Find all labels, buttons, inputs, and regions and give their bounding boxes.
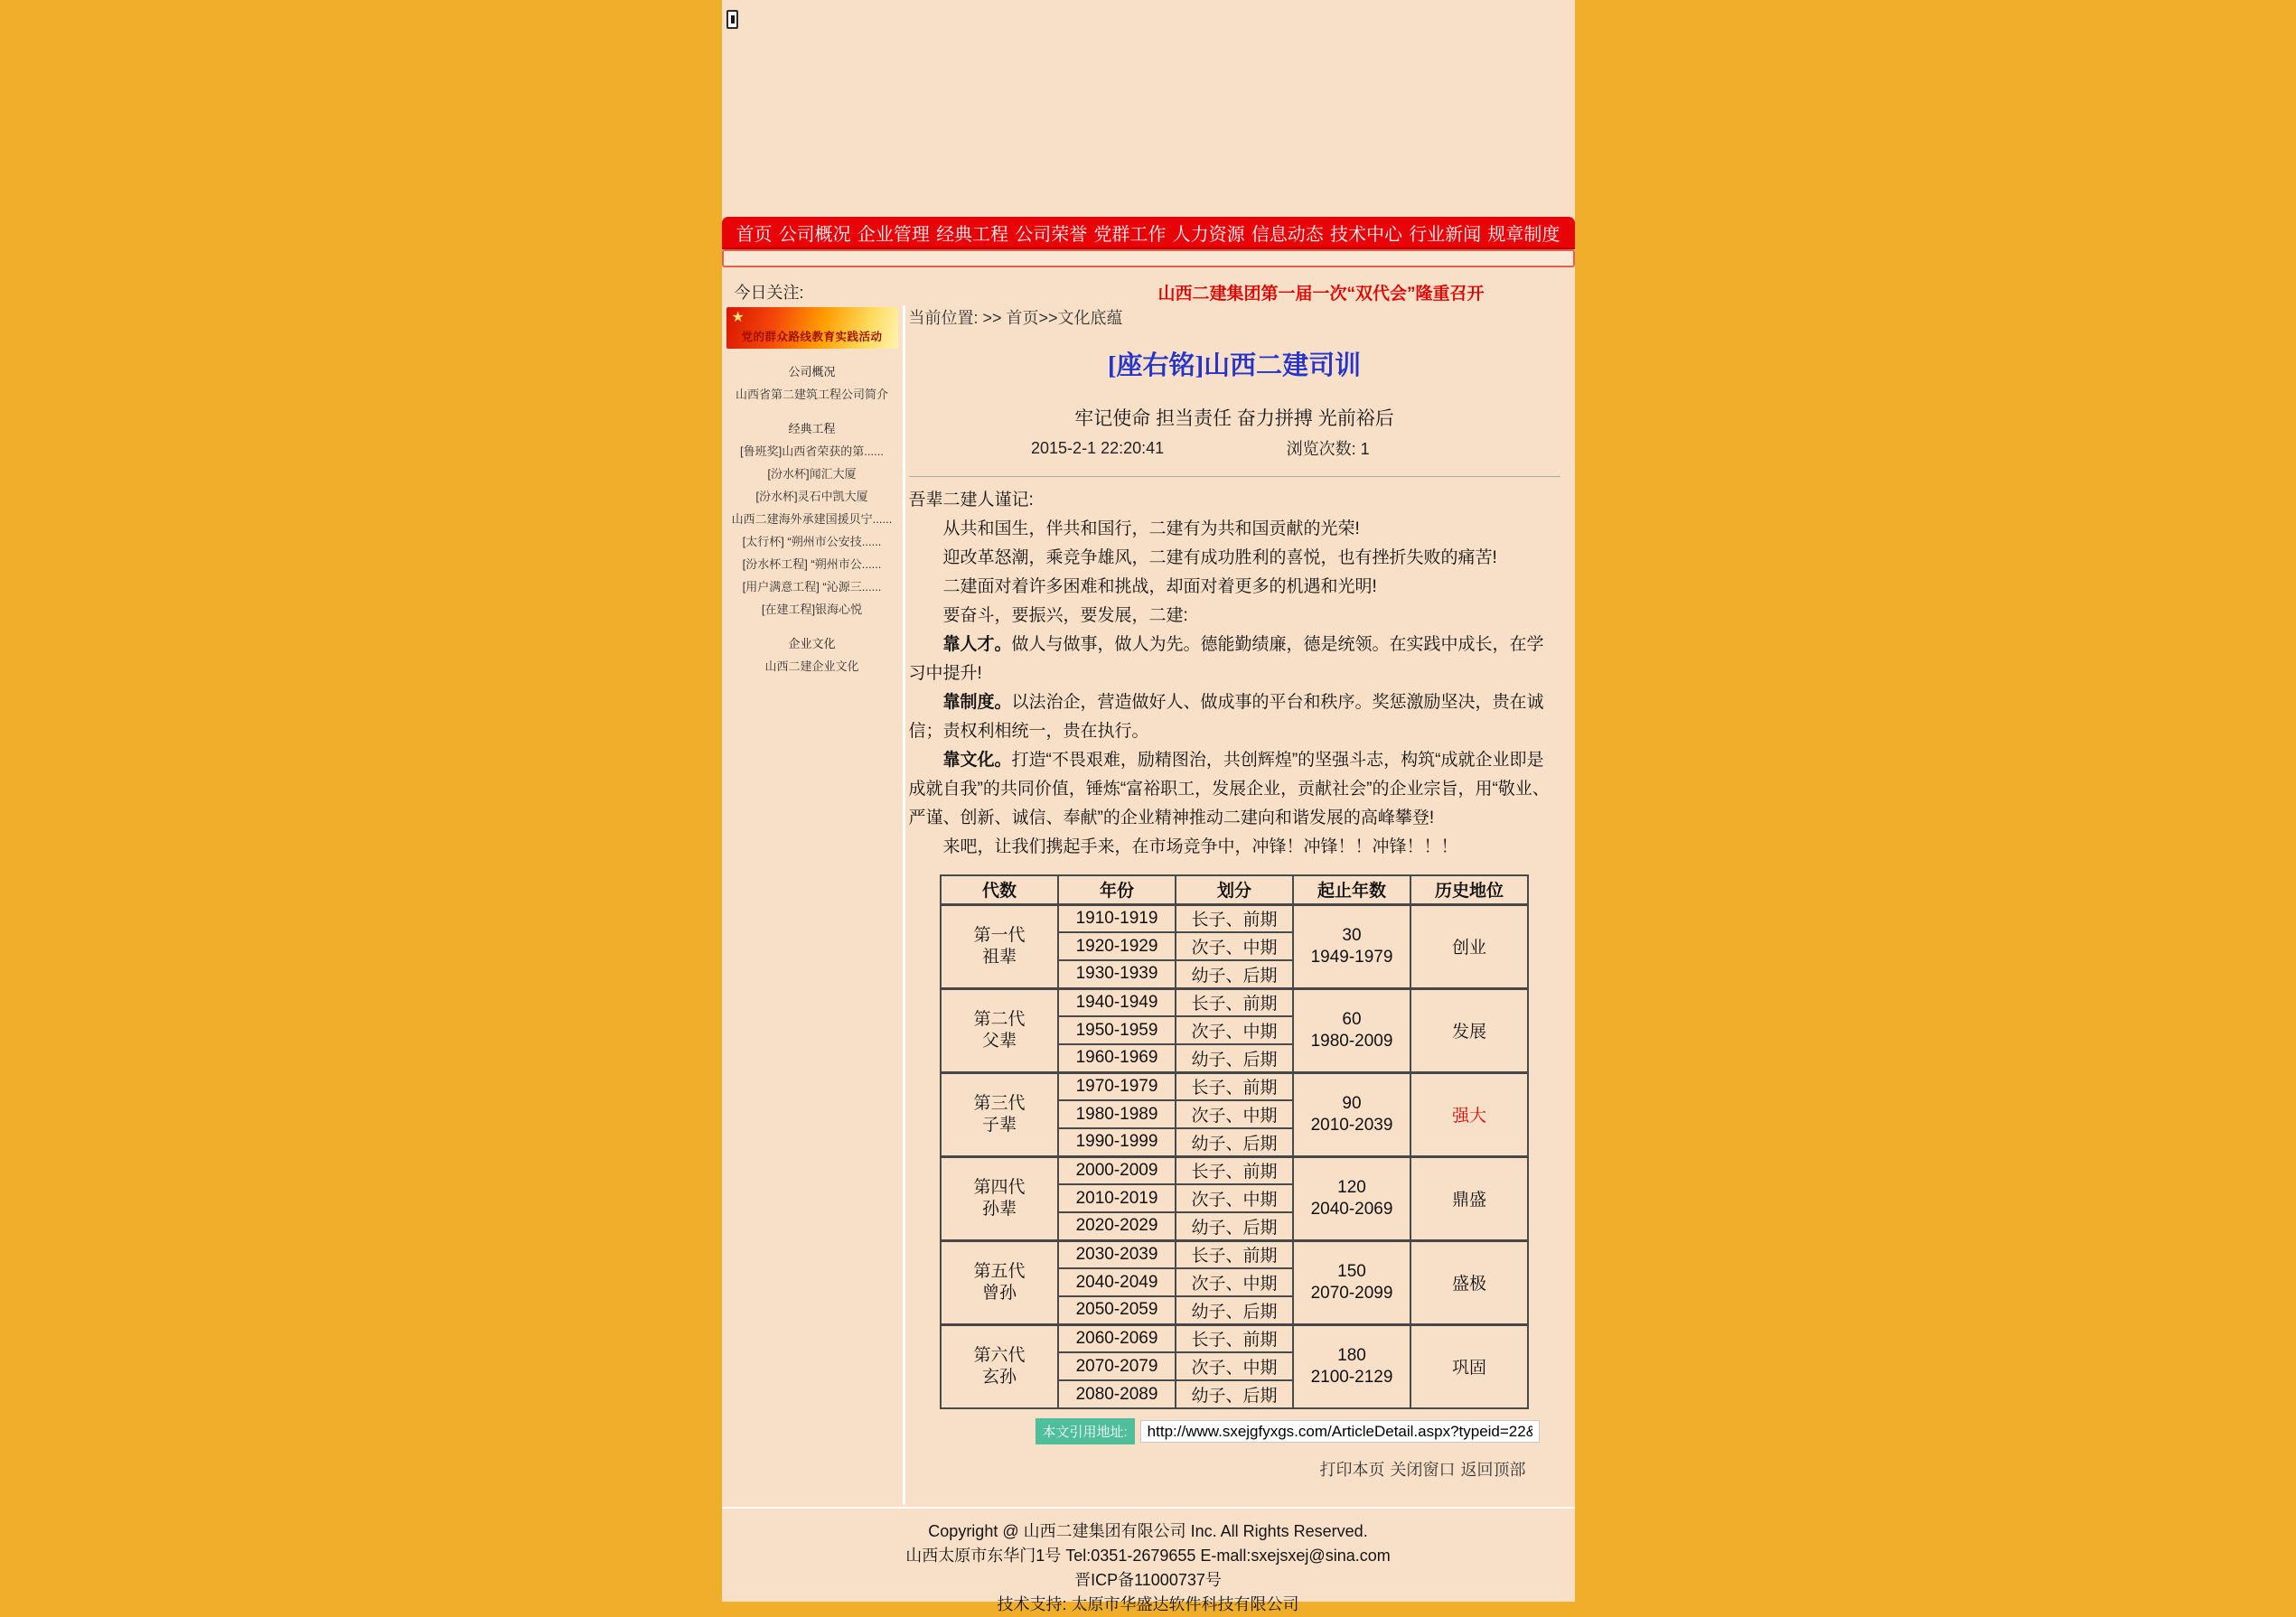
article-paragraph: 靠文化。打造“不畏艰难，励精图治，共创辉煌”的坚强斗志，构筑“成就企业即是成就自我”的共同价值，锤炼“富裕职工，发展企业，贡献社会”的企业宗旨，用“敬业、严谨、创新、诚信、奉献”的企业精神推动二建向和谐发展的高峰攀登! [908, 751, 1550, 827]
footer-line: 山西太原市东华门1号 Tel:0351-2679655 E-mall:sxejsxej@sina.com [905, 1547, 1391, 1565]
sidebar-link[interactable]: [鲁班奖]山西省荣获的第...... [740, 444, 884, 458]
sidebar-link[interactable]: 山西二建企业文化 [764, 659, 859, 673]
duration-years: 90 [1342, 1093, 1362, 1113]
duration-cell [1293, 1156, 1410, 1240]
top-banner-placeholder [722, 0, 1575, 215]
sidebar-link[interactable]: [在建工程]银海心悦 [761, 603, 863, 616]
table-header-cell: 年份 [1058, 875, 1176, 904]
year-range-cell: 1930-1939 [1058, 960, 1176, 988]
table-header-row [941, 875, 1528, 904]
year-range-cell: 2050-2059 [1058, 1296, 1176, 1324]
footer-line: Copyright @ 山西二建集团有限公司 Inc. All Rights Reserved. [928, 1522, 1368, 1540]
duration-cell [1293, 904, 1410, 988]
year-range-cell: 2020-2029 [1058, 1212, 1176, 1240]
article-date: 2015-2-1 22:20:41 [1031, 438, 1165, 457]
article-meta-row [909, 436, 1560, 460]
division-cell: 次子、中期 [1176, 1100, 1293, 1128]
generation-kin: 孙辈 [981, 1199, 1017, 1219]
footer-line: 技术支持: 太原市华盛达软件科技有限公司 [997, 1595, 1299, 1613]
generation-name: 第一代 [973, 925, 1026, 945]
division-cell: 幼子、后期 [1176, 1212, 1293, 1240]
year-range-cell: 2080-2089 [1058, 1380, 1176, 1408]
duration-cell [1293, 1324, 1410, 1408]
year-range-cell: 2040-2049 [1058, 1268, 1176, 1296]
year-range-cell: 1950-1959 [1058, 1016, 1176, 1044]
nav-item[interactable]: 首页 [736, 224, 773, 245]
sidebar-link[interactable]: [汾水杯工程] “朔州市公...... [742, 557, 882, 571]
division-cell: 幼子、后期 [1176, 1044, 1293, 1072]
sidebar-link[interactable]: 山西省第二建筑工程公司简介 [735, 388, 888, 401]
nav-item[interactable]: 公司概况 [778, 224, 851, 245]
nav-item[interactable]: 信息动态 [1251, 224, 1324, 245]
sidebar-banner-text: 党的群众路线教育实践活动 [741, 331, 883, 343]
year-range-cell: 1980-1989 [1058, 1100, 1176, 1128]
cite-url-input[interactable] [1140, 1420, 1540, 1443]
footer-line: 晋ICP备11000737号 [1074, 1571, 1222, 1589]
generation-name: 第四代 [973, 1177, 1026, 1197]
year-range-cell: 2030-2039 [1058, 1240, 1176, 1268]
generation-name: 第六代 [973, 1345, 1026, 1365]
sidebar-link[interactable]: [太行杯] “朔州市公安技...... [742, 535, 882, 548]
sidebar-link[interactable]: 山西二建海外承建国援贝宁...... [731, 512, 893, 526]
generation-name: 第五代 [973, 1261, 1026, 1281]
article-paragraph: 来吧，让我们携起手来，在市场竞争中，冲锋！冲锋！！冲锋！！！ [942, 837, 1458, 856]
duration-span: 1980-2009 [1310, 1031, 1393, 1051]
table-row [941, 904, 1528, 932]
duration-span: 1949-1979 [1310, 947, 1393, 967]
division-cell: 长子、前期 [1176, 988, 1293, 1016]
division-cell: 长子、前期 [1176, 1240, 1293, 1268]
cite-url-label: 本文引用地址: [1036, 1418, 1135, 1444]
meta-divider [909, 476, 1560, 477]
division-cell: 幼子、后期 [1176, 1128, 1293, 1156]
main-nav [722, 217, 1575, 249]
generation-cell [941, 1156, 1058, 1240]
table-header-cell: 历史地位 [1410, 875, 1528, 904]
page-container [722, 0, 1575, 1613]
generation-cell [941, 904, 1058, 988]
article-subtitle: 牢记使命 担当责任 奋力拼搏 光前裕后 [1074, 408, 1394, 429]
division-cell: 次子、中期 [1176, 1184, 1293, 1212]
sidebar-banner-image[interactable] [726, 307, 898, 349]
generation-name: 第三代 [973, 1093, 1026, 1113]
year-range-cell: 1920-1929 [1058, 932, 1176, 960]
division-cell: 长子、前期 [1176, 904, 1293, 932]
duration-span: 2010-2039 [1310, 1115, 1393, 1135]
marquee-headline-link[interactable]: 山西二建集团第一届一次“双代会”隆重召开 [1157, 284, 1485, 304]
duration-years: 30 [1342, 925, 1362, 945]
status-cell: 鼎盛 [1410, 1156, 1528, 1240]
duration-cell [1293, 1072, 1410, 1156]
division-cell: 幼子、后期 [1176, 1380, 1293, 1408]
generation-kin: 子辈 [981, 1115, 1017, 1135]
table-row [941, 1156, 1528, 1184]
year-range-cell: 1960-1969 [1058, 1044, 1176, 1072]
party-emblem-icon: ★ [731, 310, 745, 325]
footer-lines [722, 1519, 1575, 1617]
sidebar-link[interactable]: [用户满意工程] “沁源三...... [742, 580, 882, 594]
table-body [941, 904, 1528, 1408]
table-row [941, 1324, 1528, 1352]
sidebar-section-title: 公司概况 [788, 365, 836, 379]
division-cell: 长子、前期 [1176, 1156, 1293, 1184]
duration-cell [1293, 988, 1410, 1072]
broken-image-icon [726, 10, 738, 29]
sidebar-section-title: 企业文化 [788, 637, 836, 650]
view-count: 浏览次数: 1 [1286, 440, 1370, 458]
article-paragraph: 吾辈二建人谨记: [908, 491, 1034, 509]
year-range-cell: 2010-2019 [1058, 1184, 1176, 1212]
status-cell: 创业 [1410, 904, 1528, 988]
year-range-cell: 1940-1949 [1058, 988, 1176, 1016]
paragraph-lead: 靠人才。 [942, 635, 1012, 654]
duration-years: 150 [1337, 1261, 1366, 1281]
nav-item[interactable]: 企业管理 [857, 224, 930, 245]
division-cell: 次子、中期 [1176, 1352, 1293, 1380]
year-range-cell: 2070-2079 [1058, 1352, 1176, 1380]
generation-cell [941, 988, 1058, 1072]
division-cell: 长子、前期 [1176, 1324, 1293, 1352]
sidebar-section-title: 经典工程 [788, 422, 836, 435]
article-title: [座右铭]山西二建司训 [1107, 351, 1362, 380]
division-cell: 次子、中期 [1176, 932, 1293, 960]
year-range-cell: 1990-1999 [1058, 1128, 1176, 1156]
table-header-cell: 起止年数 [1293, 875, 1410, 904]
generation-cell [941, 1324, 1058, 1408]
paragraph-lead: 靠文化。 [942, 751, 1012, 770]
article-paragraph: 靠制度。以法治企，营造做好人、做成事的平台和秩序。奖惩激励坚决，贵在诚信；责权利相统一，贵在执行。 [908, 693, 1544, 741]
article-paragraph: 靠人才。做人与做事，做人为先。德能勤绩廉，德是统领。在实践中成长，在学习中提升! [908, 635, 1544, 683]
nav-item[interactable]: 规章制度 [1487, 224, 1560, 245]
sidebar [722, 305, 903, 678]
table-row [941, 1072, 1528, 1100]
action-link[interactable]: 关闭窗口 [1390, 1461, 1456, 1479]
nav-wrapper [722, 217, 1575, 267]
duration-span: 2040-2069 [1310, 1199, 1393, 1219]
year-range-cell: 1970-1979 [1058, 1072, 1176, 1100]
generation-name: 第二代 [973, 1009, 1026, 1029]
nav-item[interactable]: 党群工作 [1093, 224, 1167, 245]
table-row [941, 988, 1528, 1016]
division-cell: 长子、前期 [1176, 1072, 1293, 1100]
year-range-cell: 1910-1919 [1058, 904, 1176, 932]
article-paragraph: 二建面对着许多困难和挑战，却面对着更多的机遇和光明! [942, 577, 1377, 596]
generation-kin: 祖辈 [981, 947, 1017, 967]
division-cell: 次子、中期 [1176, 1268, 1293, 1296]
duration-years: 120 [1337, 1177, 1366, 1197]
sidebar-link[interactable]: [汾水杯]闻汇大厦 [767, 467, 857, 481]
division-cell: 幼子、后期 [1176, 960, 1293, 988]
table-header-cell: 代数 [941, 875, 1058, 904]
today-focus-label: 今日关注: [734, 284, 804, 302]
table-row [941, 1240, 1528, 1268]
year-range-cell: 2060-2069 [1058, 1324, 1176, 1352]
nav-item[interactable]: 经典工程 [936, 224, 1009, 245]
generations-table [940, 874, 1529, 1409]
nav-item[interactable]: 行业新闻 [1409, 224, 1482, 245]
content-columns [722, 305, 1575, 1505]
today-focus-row [722, 281, 1575, 303]
nav-item[interactable]: 人力资源 [1172, 224, 1245, 245]
action-link[interactable]: 返回顶部 [1460, 1461, 1526, 1479]
duration-years: 60 [1342, 1009, 1362, 1029]
duration-cell [1293, 1240, 1410, 1324]
page-footer [722, 1507, 1575, 1617]
sidebar-list [722, 360, 903, 678]
nav-item[interactable]: 公司荣誉 [1015, 224, 1088, 245]
breadcrumb[interactable]: 当前位置: >> 首页>>文化底蕴 [908, 309, 1123, 327]
generation-kin: 父辈 [981, 1031, 1017, 1051]
status-cell: 强大 [1410, 1072, 1528, 1156]
article-area [909, 305, 1560, 1481]
article-paragraph: 要奋斗，要振兴，要发展，二建: [942, 606, 1188, 625]
generation-kin: 玄孙 [981, 1367, 1017, 1387]
generation-cell [941, 1240, 1058, 1324]
duration-years: 180 [1337, 1345, 1366, 1365]
nav-item[interactable]: 技术中心 [1330, 224, 1402, 245]
cite-url-row [1036, 1418, 1560, 1444]
article-paragraph: 从共和国生，伴共和国行，二建有为共和国贡献的光荣! [942, 519, 1360, 538]
generation-cell [941, 1072, 1058, 1156]
page-actions [909, 1457, 1560, 1481]
duration-span: 2100-2129 [1310, 1367, 1393, 1387]
sidebar-link[interactable]: [汾水杯]灵石中凯大厦 [755, 490, 868, 503]
article-paragraph: 迎改革怒潮，乘竞争雄风，二建有成功胜利的喜悦，也有挫折失败的痛苦! [942, 548, 1497, 567]
status-cell: 巩固 [1410, 1324, 1528, 1408]
division-cell: 次子、中期 [1176, 1016, 1293, 1044]
vertical-divider [903, 305, 905, 1505]
table-header-cell: 划分 [1176, 875, 1293, 904]
status-cell: 盛极 [1410, 1240, 1528, 1324]
division-cell: 幼子、后期 [1176, 1296, 1293, 1324]
paragraph-lead: 靠制度。 [942, 693, 1012, 712]
broken-image-glyph [731, 15, 735, 23]
action-link[interactable]: 打印本页 [1319, 1461, 1385, 1479]
status-cell: 发展 [1410, 988, 1528, 1072]
article-body [909, 486, 1560, 862]
duration-span: 2070-2099 [1310, 1283, 1393, 1303]
year-range-cell: 2000-2009 [1058, 1156, 1176, 1184]
nav-sub-strip [722, 249, 1575, 267]
generation-kin: 曾孙 [981, 1283, 1017, 1303]
